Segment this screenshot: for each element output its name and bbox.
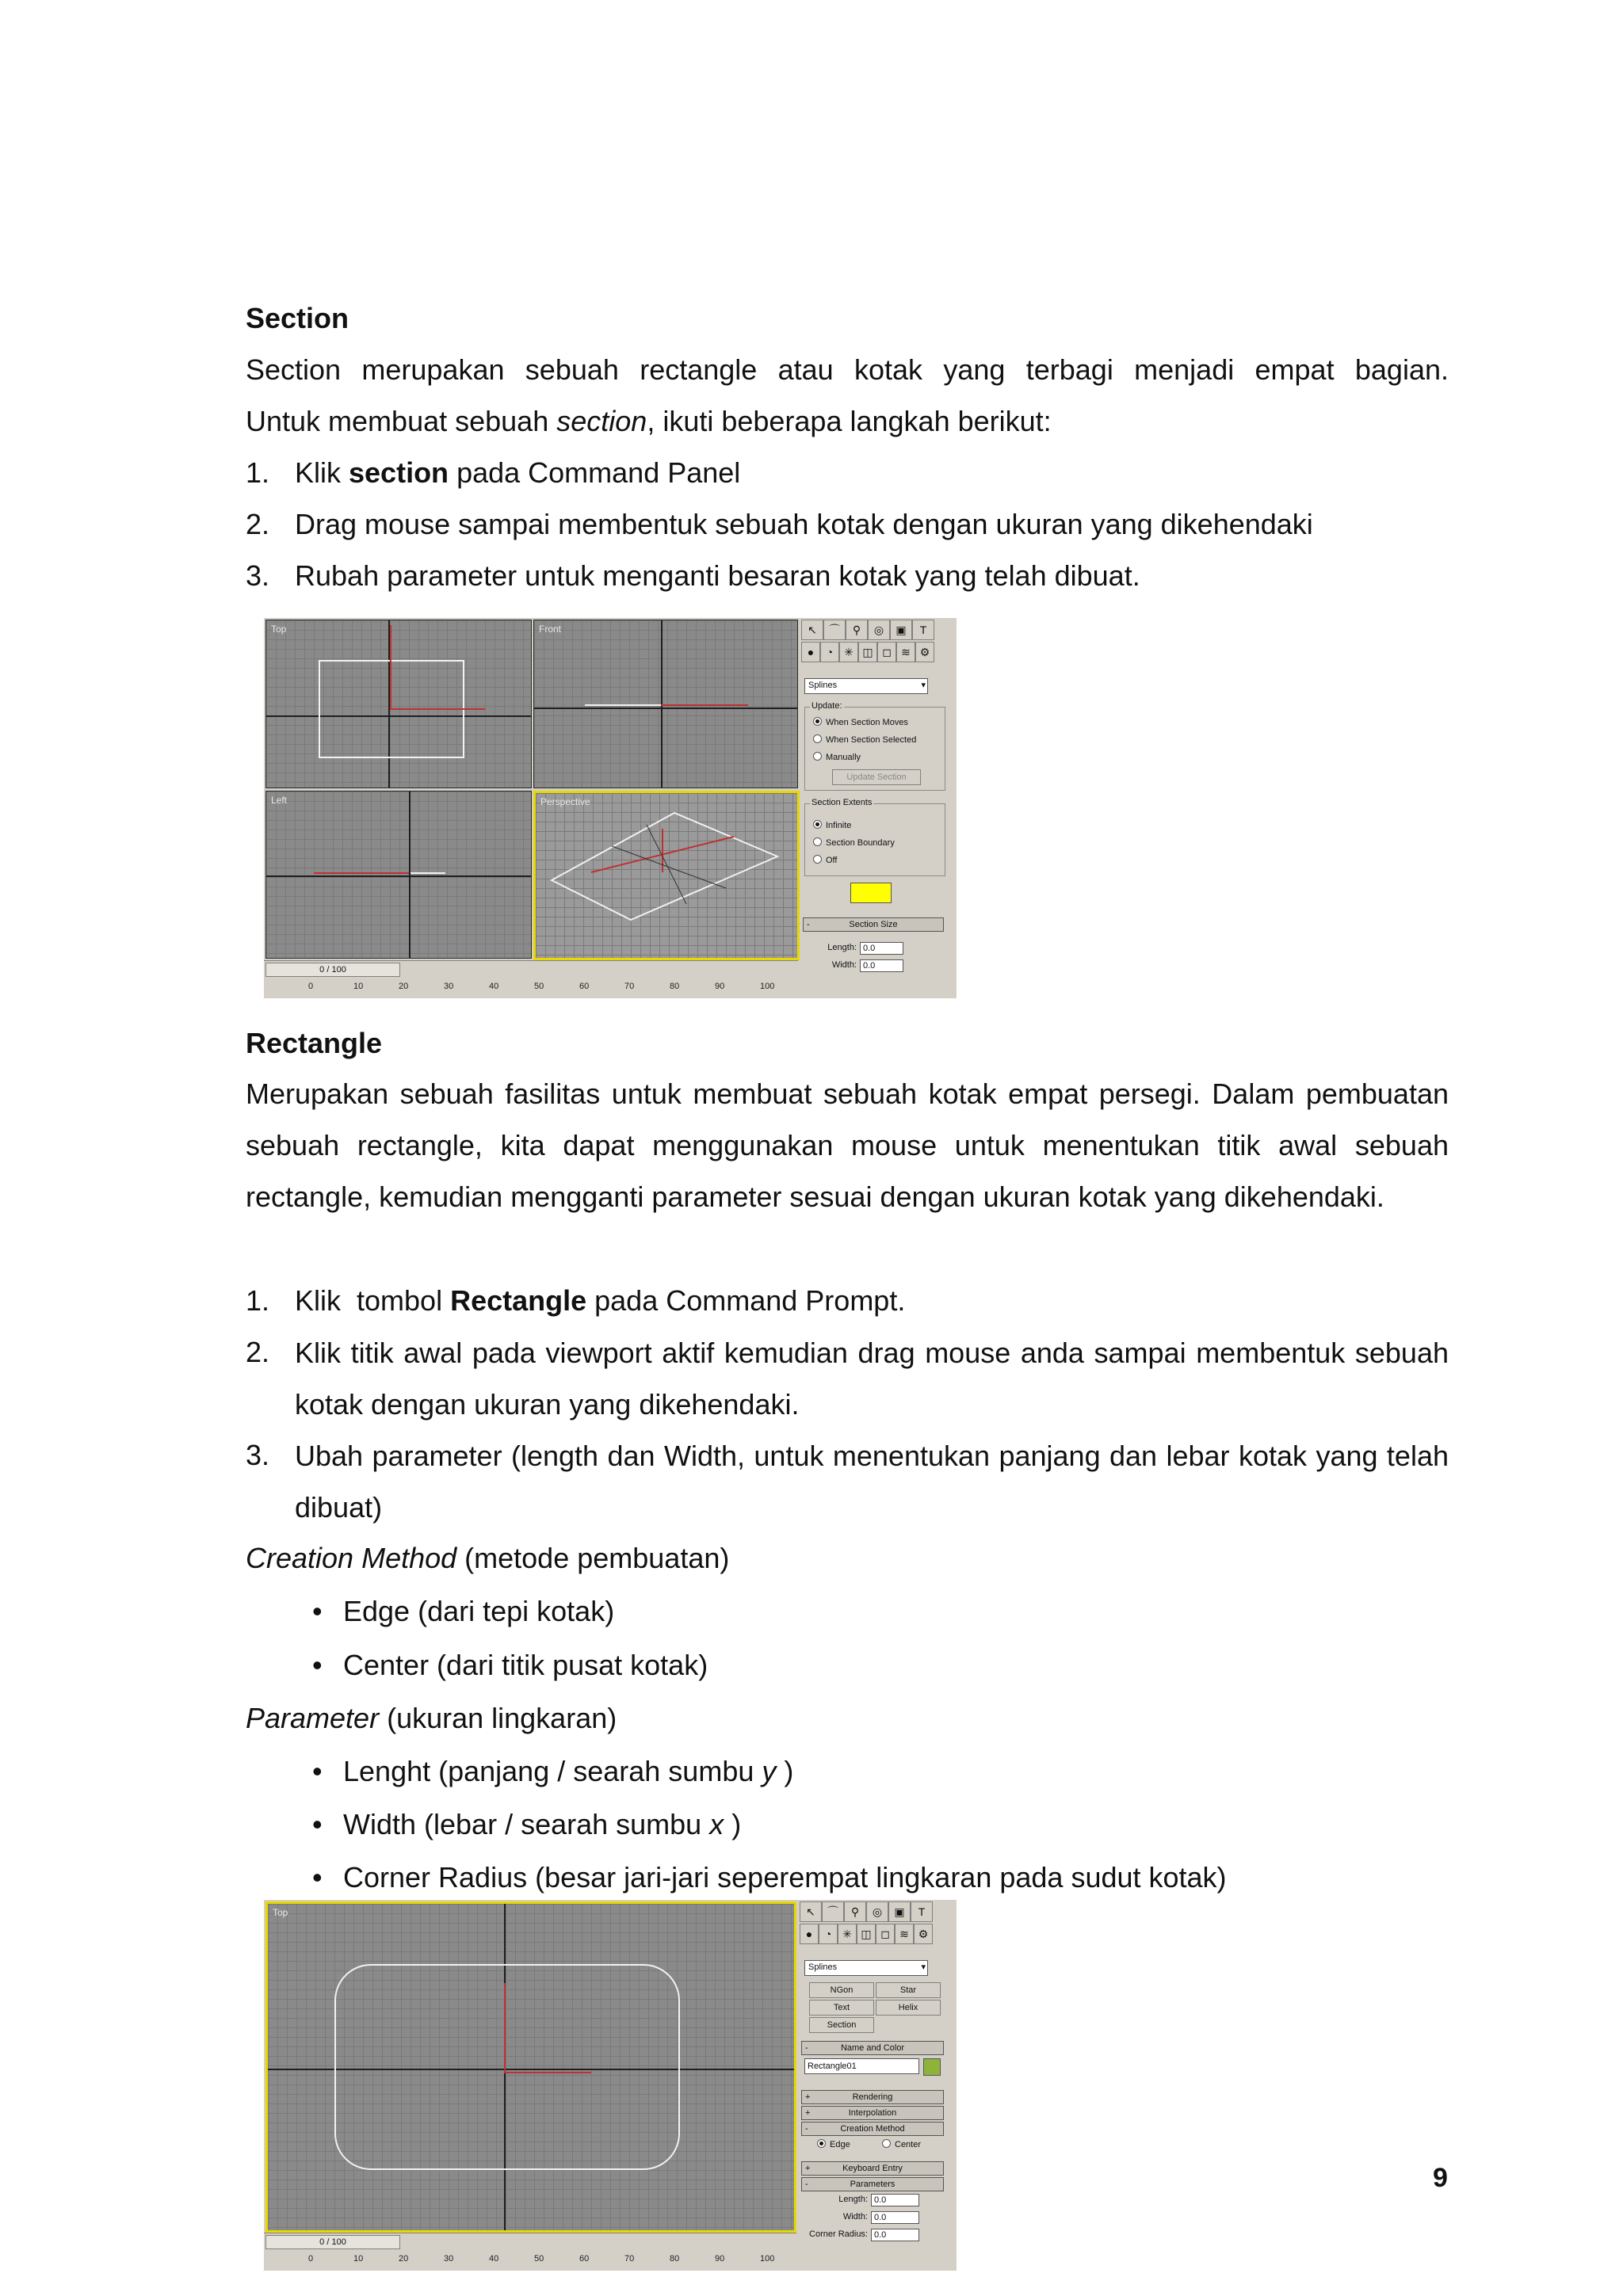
command-panel	[800, 618, 955, 998]
modify-tab-icon[interactable]: ⌒	[823, 620, 846, 640]
time-slider[interactable]: 0 / 100	[265, 963, 400, 977]
rendering-rollout[interactable]: + Rendering	[801, 2090, 944, 2104]
width-label: Width:	[831, 960, 857, 970]
cameras-icon[interactable]: ◫	[858, 642, 877, 662]
hierarchy-tab-icon[interactable]: ⚲	[846, 620, 868, 640]
chevron-down-icon: ▾	[921, 1962, 926, 1972]
viewport-left[interactable]	[265, 791, 532, 959]
width-label: Width:	[842, 2212, 868, 2222]
rectangle-step-3: Ubah parameter (length dan Width, untuk menentukan panjang dan lebar kotak yang telah dibuat)	[295, 1440, 1449, 1524]
systems-icon[interactable]: ⚙	[915, 642, 934, 662]
utilities-tab-icon[interactable]: T	[911, 1901, 933, 1922]
command-panel	[798, 1900, 955, 2271]
rectangle-heading: Rectangle	[246, 1027, 383, 1059]
timeline-tick-label: 90	[715, 982, 725, 991]
section-color-swatch[interactable]	[850, 883, 892, 903]
section-step-number: 3.	[246, 559, 270, 592]
section-step-number: 1.	[246, 456, 270, 489]
keyboard-entry-rollout[interactable]: + Keyboard Entry	[801, 2161, 944, 2176]
section-step-number: 2.	[246, 508, 270, 540]
timeline-tick-label: 100	[760, 982, 775, 991]
timeline-tick-label: 90	[715, 2254, 725, 2264]
radio-manually[interactable]: Manually	[813, 752, 861, 762]
ngon-button[interactable]: NGon	[809, 1982, 874, 1998]
timeline-tick-label: 20	[399, 2254, 409, 2264]
radio-when-section-selected[interactable]: When Section Selected	[813, 734, 916, 745]
shapes-icon[interactable]: ◔	[819, 1924, 838, 1944]
utilities-tab-icon[interactable]: T	[912, 620, 934, 640]
timeline-tick-label: 50	[534, 982, 544, 991]
category-dropdown[interactable]: Splines ▾	[804, 678, 928, 694]
spacewarps-icon[interactable]: ≋	[896, 642, 915, 662]
radio-center[interactable]: Center	[882, 2139, 921, 2149]
timeline-tick-label: 40	[489, 2254, 499, 2264]
timeline-tick-label: 70	[624, 2254, 635, 2264]
parameters-rollout[interactable]: - Parameters	[801, 2177, 944, 2191]
section-paragraph-1: Section merupakan sebuah rectangle atau kotak yang terbagi menjadi empat bagian.	[246, 353, 1449, 386]
rectangle-step-number: 2.	[246, 1336, 270, 1368]
display-tab-icon[interactable]: ▣	[890, 620, 912, 640]
hierarchy-tab-icon[interactable]: ⚲	[844, 1901, 866, 1922]
lights-icon[interactable]: ✳	[839, 642, 858, 662]
section-button[interactable]: Section	[809, 2017, 874, 2033]
timeline-tick-label: 30	[444, 2254, 454, 2264]
radio-infinite[interactable]: Infinite	[813, 820, 851, 830]
timeline-tick-label: 60	[579, 982, 590, 991]
creation-item-center: Center (dari titik pusat kotak)	[343, 1649, 708, 1681]
text-button[interactable]: Text	[809, 2000, 874, 2016]
width-field[interactable]: 0.0	[871, 2211, 919, 2224]
page-number: 9	[1433, 2163, 1448, 2193]
rectangle-step-2: Klik titik awal pada viewport aktif kemudian drag mouse anda sampai membentuk sebuah kotak dengan ukuran yang dikehendaki.	[295, 1337, 1449, 1421]
viewport-label: Front	[539, 624, 562, 635]
section-screenshot	[264, 618, 957, 998]
geometry-icon[interactable]: ●	[801, 642, 820, 662]
viewport-front[interactable]	[533, 620, 798, 788]
viewport-perspective[interactable]	[533, 791, 800, 960]
time-slider-bar	[264, 960, 798, 998]
create-tab-icon[interactable]: ↖	[800, 1901, 822, 1922]
category-dropdown[interactable]: Splines ▾	[804, 1960, 928, 1976]
display-tab-icon[interactable]: ▣	[888, 1901, 911, 1922]
param-item-width: Width (lebar / searah sumbu x )	[343, 1808, 742, 1840]
timeline-tick-label: 100	[760, 2254, 775, 2264]
viewport-top[interactable]	[265, 1901, 796, 2233]
timeline-tick-label: 0	[308, 982, 314, 991]
chevron-down-icon: ▾	[921, 681, 926, 690]
shapes-icon[interactable]: ◔	[820, 642, 839, 662]
timeline-tick-label: 20	[399, 982, 409, 991]
helpers-icon[interactable]: ◻	[876, 1924, 895, 1944]
bullet-icon: •	[312, 1649, 323, 1681]
systems-icon[interactable]: ⚙	[914, 1924, 933, 1944]
motion-tab-icon[interactable]: ◎	[866, 1901, 888, 1922]
update-group: Update: When Section Moves When Section Selected Manually Update Section	[804, 707, 945, 791]
length-field[interactable]: 0.0	[860, 942, 903, 955]
interpolation-rollout[interactable]: + Interpolation	[801, 2106, 944, 2120]
section-size-rollout[interactable]: - Section Size	[803, 917, 944, 932]
rectangle-shape	[334, 1964, 680, 2170]
time-slider[interactable]: 0 / 100	[265, 2235, 400, 2249]
time-slider-bar	[264, 2233, 796, 2271]
timeline-tick-label: 30	[444, 982, 454, 991]
cameras-icon[interactable]: ◫	[857, 1924, 876, 1944]
helix-button[interactable]: Helix	[876, 2000, 941, 2016]
timeline-tick-label: 60	[579, 2254, 590, 2264]
creation-method-rollout[interactable]: - Creation Method	[801, 2122, 944, 2136]
radio-section-boundary[interactable]: Section Boundary	[813, 837, 895, 848]
timeline-tick-label: 70	[624, 982, 635, 991]
viewport-label: Left	[271, 795, 288, 806]
timeline-tick-label: 80	[670, 2254, 680, 2264]
lights-icon[interactable]: ✳	[838, 1924, 857, 1944]
section-heading: Section	[246, 302, 349, 334]
creation-method-label: Creation Method (metode pembuatan)	[246, 1542, 730, 1574]
viewport-top[interactable]	[265, 620, 532, 788]
timeline-tick-label: 0	[308, 2254, 314, 2264]
corner-radius-label: Corner Radius:	[809, 2229, 868, 2239]
object-name-field[interactable]: Rectangle01	[804, 2058, 919, 2074]
timeline-tick-label: 40	[489, 982, 499, 991]
star-button[interactable]: Star	[876, 1982, 941, 1998]
rectangle-paragraph: Merupakan sebuah fasilitas untuk membuat sebuah kotak empat persegi. Dalam pembuatan sebuah rectangle, kita dapat menggunakan mouse untuk menentukan titik awal sebuah rectangle, kemudian mengganti parameter sesuai dengan ukuran kotak yang dikehendaki.	[246, 1077, 1449, 1213]
radio-when-section-moves[interactable]: When Section Moves	[813, 717, 908, 727]
helpers-icon[interactable]: ◻	[877, 642, 896, 662]
radio-off[interactable]: Off	[813, 855, 837, 865]
rectangle-screenshot	[264, 1900, 957, 2271]
perspective-plane	[536, 793, 797, 958]
bullet-icon: •	[312, 1595, 323, 1627]
modify-tab-icon[interactable]: ⌒	[822, 1901, 844, 1922]
rectangle-step-1: Klik tombol Rectangle pada Command Prompt.	[295, 1284, 906, 1317]
radio-edge[interactable]: Edge	[817, 2139, 850, 2149]
motion-tab-icon[interactable]: ◎	[868, 620, 890, 640]
update-section-button[interactable]: Update Section	[832, 769, 921, 785]
width-field[interactable]: 0.0	[860, 959, 903, 972]
name-and-color-rollout[interactable]: - Name and Color	[801, 2041, 944, 2055]
geometry-icon[interactable]: ●	[800, 1924, 819, 1944]
length-label: Length:	[838, 2195, 868, 2204]
rectangle-step-number: 1.	[246, 1284, 270, 1317]
length-field[interactable]: 0.0	[871, 2194, 919, 2206]
timeline-tick-label: 10	[353, 2254, 364, 2264]
section-step-3: Rubah parameter untuk menganti besaran kotak yang telah dibuat.	[295, 559, 1140, 592]
timeline-tick-label: 80	[670, 982, 680, 991]
spacewarps-icon[interactable]: ≋	[895, 1924, 914, 1944]
timeline-tick-label: 10	[353, 982, 364, 991]
timeline-tick-label: 50	[534, 2254, 544, 2264]
viewport-label: Top	[271, 624, 287, 635]
viewport-label: Perspective	[540, 796, 590, 807]
rectangle-step-number: 3.	[246, 1439, 270, 1471]
length-label: Length:	[827, 943, 857, 952]
section-extents-group: Section Extents Infinite Section Boundary Off	[804, 803, 945, 876]
section-paragraph-2: Untuk membuat sebuah section, ikuti beberapa langkah berikut:	[246, 405, 1052, 437]
object-color-swatch[interactable]	[923, 2058, 941, 2076]
creation-item-edge: Edge (dari tepi kotak)	[343, 1595, 615, 1627]
param-item-corner-radius: Corner Radius (besar jari-jari seperempat lingkaran pada sudut kotak)	[343, 1861, 1227, 1894]
section-step-1: Klik section pada Command Panel	[295, 456, 741, 489]
bullet-icon: •	[312, 1755, 323, 1787]
viewport-label: Top	[273, 1907, 288, 1918]
create-tab-icon[interactable]: ↖	[801, 620, 823, 640]
corner-radius-field[interactable]: 0.0	[871, 2229, 919, 2241]
param-item-length: Lenght (panjang / searah sumbu y )	[343, 1755, 794, 1787]
bullet-icon: •	[312, 1808, 323, 1840]
section-step-2: Drag mouse sampai membentuk sebuah kotak dengan ukuran yang dikehendaki	[295, 508, 1313, 540]
parameter-label: Parameter (ukuran lingkaran)	[246, 1702, 617, 1734]
bullet-icon: •	[312, 1861, 323, 1894]
